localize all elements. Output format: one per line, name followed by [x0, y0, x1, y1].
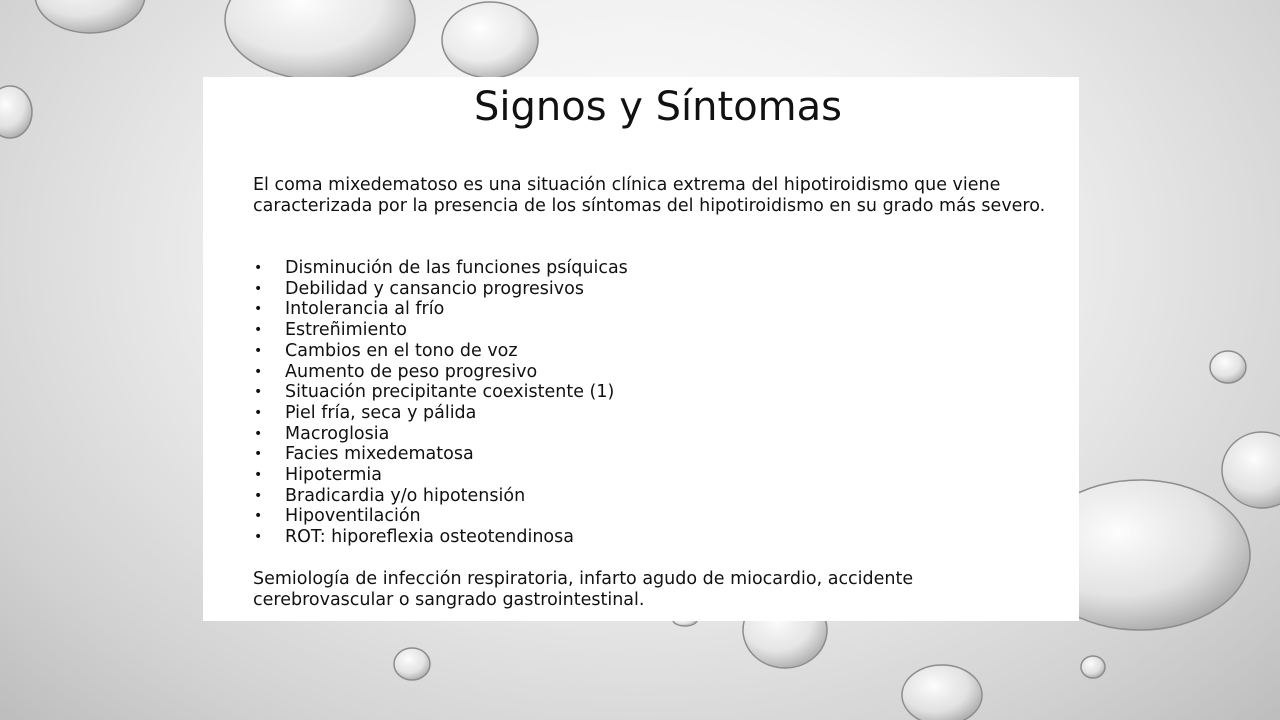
list-item [253, 465, 628, 486]
symptom-text: Intolerancia al frío [285, 299, 445, 320]
bullet: • [254, 363, 263, 380]
water-drop [225, 0, 415, 80]
bullet: • [254, 260, 263, 276]
symptom-text: Piel fría, seca y pálida [285, 402, 477, 423]
water-drop [1222, 432, 1280, 508]
list-item [253, 279, 628, 300]
bullet: • [254, 508, 263, 525]
list-item [253, 320, 628, 341]
bullet: • [254, 301, 263, 318]
list-item [253, 444, 628, 465]
bullet: • [254, 322, 263, 339]
symptom-text: Facies mixedematosa [285, 444, 474, 465]
bullet: • [254, 384, 263, 401]
list-item [253, 299, 628, 320]
water-drop [1081, 656, 1105, 678]
list-item [253, 424, 628, 445]
list-item [253, 403, 628, 424]
symptom-text: Cambios en el tono de voz [285, 340, 518, 361]
slide-card [203, 77, 1079, 621]
water-drop [902, 665, 982, 720]
symptom-text: Hipotermia [285, 465, 382, 486]
slide-title: Signos y Síntomas [474, 84, 842, 130]
water-drop [442, 2, 538, 78]
symptom-text: Situación precipitante coexistente (1) [285, 382, 615, 403]
water-drop [0, 86, 32, 138]
bullet: • [254, 280, 263, 297]
bullet: • [254, 487, 263, 504]
symptom-text: Macroglosia [285, 423, 390, 444]
list-item [253, 382, 628, 403]
intro-paragraph: El coma mixedematoso es una situación clínica extrema del hipotiroidismo que viene caracterizada por la presencia de los síntomas del hipotiroidismo en su grado más severo. [253, 175, 1046, 216]
footer-note: Semiología de infección respiratoria, infarto agudo de miocardio, accidente cerebrovascular o sangrado gastrointestinal. [253, 569, 914, 610]
list-item [253, 527, 628, 548]
water-drop [1210, 351, 1246, 383]
bullet: • [254, 529, 263, 546]
bullet: • [254, 467, 263, 484]
list-item [253, 362, 628, 383]
bullet: • [254, 425, 263, 442]
symptom-text: ROT: hiporeflexia osteotendinosa [285, 527, 574, 548]
bullet: • [254, 404, 263, 421]
list-item [253, 341, 628, 362]
water-drop [394, 648, 430, 680]
bullet: • [254, 342, 263, 359]
symptom-text: Hipoventilación [285, 506, 421, 527]
symptom-text: Disminución de las funciones psíquicas [285, 258, 628, 278]
symptom-list [253, 258, 628, 548]
list-item [253, 486, 628, 507]
list-item [253, 258, 628, 279]
bullet: • [254, 446, 263, 463]
symptom-text: Bradicardia y/o hipotensión [285, 485, 526, 506]
symptom-text: Estreñimiento [285, 320, 407, 341]
symptom-text: Debilidad y cansancio progresivos [285, 278, 584, 299]
list-item [253, 506, 628, 527]
water-drop [35, 0, 145, 33]
symptom-text: Aumento de peso progresivo [285, 361, 538, 382]
